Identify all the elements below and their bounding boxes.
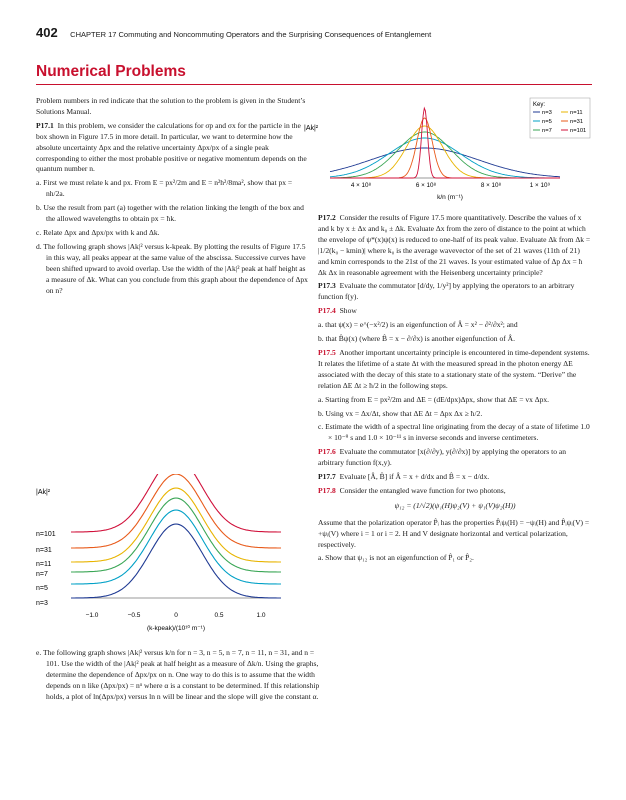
series-line-n31 <box>71 474 281 548</box>
problem-text: Evaluate [Â, B̂] if Â = x + d/dx and B̂ = x − d/dx. <box>339 472 490 482</box>
problem-id: P17.7 <box>318 472 336 482</box>
series-label-n11: n=11 <box>36 561 52 568</box>
series-label-n5: n=5 <box>36 585 48 592</box>
graph2-legend <box>530 98 590 138</box>
series-label-n31: n=31 <box>36 547 52 554</box>
graph2-ticks <box>351 182 551 189</box>
part-d: d. The following graph shows |Ak|² versus k-kpeak. By plotting the results of Figure 17.5 in this way, all peaks appear at the same value of the abscissa. Successive curves have been shifted upward to avoid overlap. Use the width of the |Ak|² peak at half height as a measure of Δk. What can you conclude from this graph about the dependence of Δpx on n? <box>36 241 308 295</box>
series-line-n11 <box>71 488 281 562</box>
problem-id: P17.4 <box>318 306 336 316</box>
problem-17-2 <box>318 213 592 278</box>
problem-17-4 <box>318 306 592 317</box>
problem-text: Evaluate the commutator [d/dy, 1/y²] by applying the operators to an arbitrary function f(y). <box>318 281 575 302</box>
series-label-n101: n=101 <box>36 531 56 538</box>
problem-id: P17.2 <box>318 213 336 222</box>
series-line-n3 <box>330 148 560 177</box>
legend-label: n=101 <box>570 128 587 134</box>
problem-id: P17.8 <box>318 485 336 495</box>
section-title: Numerical Problems <box>36 63 186 80</box>
series-line-n31 <box>330 118 560 178</box>
part-b: b. Using vx = Δx/Δt, show that ΔE Δt = Δpx Δx ≥ ħ/2. <box>318 408 483 418</box>
problem-id: P17.1 <box>36 120 54 130</box>
legend-label: n=7 <box>542 128 552 134</box>
graph-stacked-peaks <box>36 474 286 634</box>
tick-label: 1 × 10⁹ <box>529 182 551 189</box>
tick-label: −0.5 <box>127 612 141 619</box>
problem-text: Consider the results of Figure 17.5 more quantitatively. Describe the values of x and k by x ± Δx and k₀ ± Δk. Evaluate Δx from the zero of distance to the point at which the envelope of ψ*(x)ψ(x) is reduced to one-half of its peak value. Evaluate Δk from Δk = |1/2(k₀ − kmin)| where k₀ is the average wavevector of the set of 21 waves (11th of 21) and kmin corresponds to the 21st of the 21 waves. Is your estimated value of Δp Δx = ħ Δk Δx in reasonable agreement with the Heisenberg uncertainty principle? <box>318 213 591 277</box>
graph2-xlabel: k/n (m⁻¹) <box>437 194 463 201</box>
problem-text: Another important uncertainty principle is encountered in time-dependent systems. It relates the lifetime of a state Δt with the measured spread in the photon energy ΔE associated with the decay of this state to a stationary state of the system. “Derive” the relation ΔE Δt ≥ ħ/2 in the following steps. <box>318 347 590 390</box>
problem-17-1 <box>36 121 310 176</box>
part-a: a. that ψ(x) = e^(−x²/2) is an eigenfunction of Â = x² − ∂²/∂x²; and <box>318 320 518 330</box>
series-label-n7: n=7 <box>36 571 48 578</box>
page-header <box>36 24 431 42</box>
problem-text: Show <box>339 306 357 316</box>
chapter-title: CHAPTER 17 Commuting and Noncommuting Operators and the Surprising Consequences of Entanglement <box>70 30 432 39</box>
problem-17-5 <box>318 348 592 392</box>
problem-17-3 <box>318 281 592 303</box>
part-e: e. The following graph shows |Ak|² versus k/n for n = 3, n = 5, n = 7, n = 11, n = 31, and n = 101. Use the width of the |Ak|² peak at half height as a measure of Δk/n. Using the graphs, determine the dependence of Δpx/px on n. One way to do this is to assume that the width depends on n like (Δpx/px) = nᵅ where α is a constant to be determined. If this relationship holds, a plot of ln(Δpx/px) versus ln n will be linear and the slope will give the constant α. <box>36 648 320 701</box>
problem-text: Evaluate the commutator [x(∂/∂y), y(∂/∂x)] by applying the operators to an arbitrary function f(x,y). <box>318 447 566 468</box>
part-a: a. Show that ψ₁₂ is not an eigenfunction of P̂₁ or P̂₂. <box>318 553 474 563</box>
problem-id: P17.5 <box>318 347 336 357</box>
graph1-ylabel: |Ak|² <box>36 489 51 496</box>
series-line-n11 <box>330 126 560 178</box>
problem-17-8 <box>318 486 592 497</box>
legend-title: Key: <box>533 102 546 108</box>
intro-paragraph: Problem numbers in red indicate that the solution to the problem is given in the Student’s Solutions Manual. <box>36 96 306 116</box>
part-a: a. Starting from E = px²/2m and ΔE = (dE/dpx)Δpx, show that ΔE = vx Δpx. <box>318 394 550 404</box>
left-column <box>36 96 310 299</box>
tick-label: −1.0 <box>85 612 99 619</box>
series-line-n7 <box>330 132 560 178</box>
problem-id: P17.6 <box>318 447 336 457</box>
section-rule <box>36 84 592 85</box>
tick-label: 8 × 10⁸ <box>480 182 502 189</box>
right-column <box>318 213 592 567</box>
part-b: b. that B̂ψ(x) (where B̂ = x − ∂/∂x) is another eigenfunction of Â. <box>318 334 515 344</box>
graph2-ylabel: |Ak|² <box>304 125 319 132</box>
legend-label: n=31 <box>570 119 584 125</box>
graph1-curves <box>71 474 281 598</box>
tick-label: 1.0 <box>256 612 266 619</box>
problem-17-6 <box>318 447 592 469</box>
legend-label: n=3 <box>542 110 552 116</box>
problem-id: P17.3 <box>318 281 336 291</box>
problem-17-8-text: Assume that the polarization operator P̂ᵢ has the properties P̂ᵢψᵢ(H) = −ψᵢ(H) and P̂ᵢψᵢ(V) = +ψᵢ(V) where i = 1 or i = 2. H and V designate horizontal and vertical polarization, respectively. <box>318 517 590 549</box>
tick-label: 0 <box>174 612 178 619</box>
equation-psi12: ψ₁₂ = (1/√2)(ψ₁(H)ψ₂(V) + ψ₁(V)ψ₂(H)) <box>394 500 516 510</box>
page-number: 402 <box>36 25 58 40</box>
graph1-ticks <box>86 612 266 619</box>
series-line-n101 <box>71 474 281 532</box>
legend-label: n=5 <box>542 119 552 125</box>
legend-label: n=11 <box>570 110 583 116</box>
graph1-xlabel: (k-kpeak)/(10¹⁰ m⁻¹) <box>146 625 206 632</box>
part-c: c. Relate Δpx and Δpx/px with k and Δk. <box>36 227 160 237</box>
graph2-curves <box>330 108 560 178</box>
part-a: a. First we must relate k and px. From E = px²/2m and E = n²h²/8ma², show that px = nh/2a. <box>36 178 293 199</box>
tick-label: 6 × 10⁸ <box>415 182 437 189</box>
tick-label: 0.5 <box>214 612 224 619</box>
series-label-n3: n=3 <box>36 600 48 607</box>
problem-text: In this problem, we consider the calculations for σp and σx for the particle in the box shown in Figure 17.5 in more detail. In particular, we want to determine how the absolute uncertainty Δpx and the relative uncertainty Δpx/px of a single peak corresponding to either the most probable positive or negative momentum depends on the quantum number n. <box>36 120 307 174</box>
part-b: b. Use the result from part (a) together with the relation linking the length of the box and the allowed wavelengths to obtain px = ħk. <box>36 203 304 224</box>
part-c: c. Estimate the width of a spectral line originating from the decay of a state of lifetime 1.0 × 10⁻⁹ s and 1.0 × 10⁻¹¹ s in inverse seconds and inverse centimeters. <box>318 422 590 443</box>
problem-text: Consider the entangled wave function for two photons, <box>339 485 506 495</box>
tick-label: 4 × 10⁸ <box>350 182 372 189</box>
graph-kn-peaks <box>300 96 592 208</box>
problem-17-7 <box>318 472 592 483</box>
graph1-series-labels <box>36 531 56 607</box>
